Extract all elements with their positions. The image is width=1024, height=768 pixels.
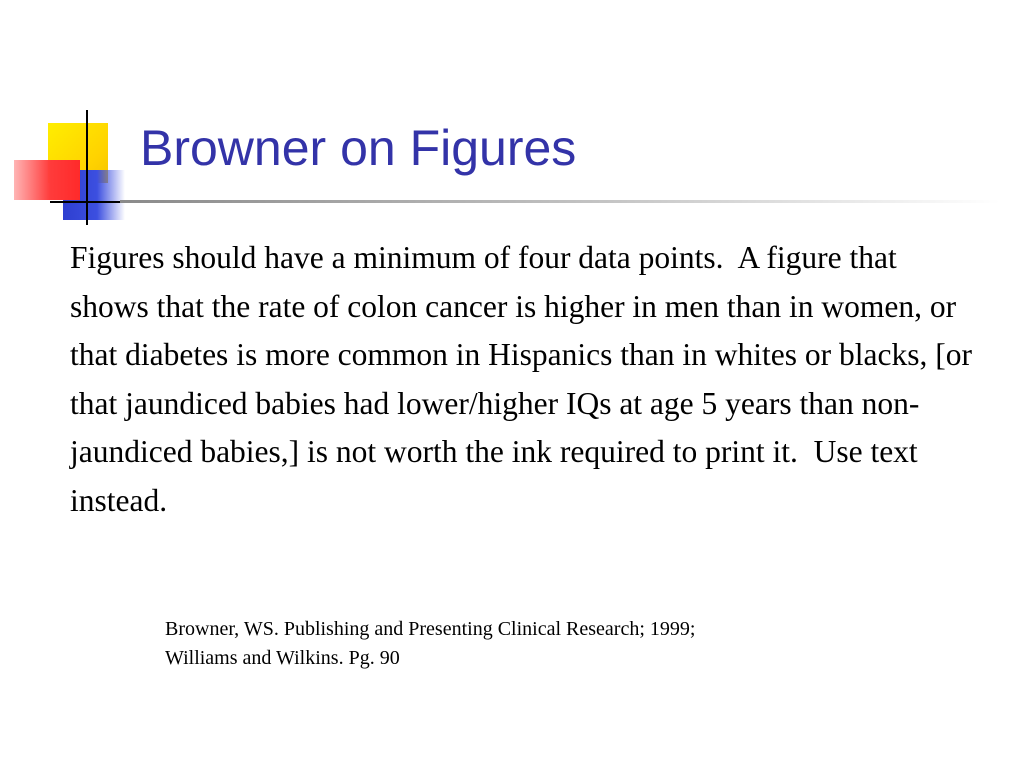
slide-title: Browner on Figures xyxy=(140,120,577,176)
red-square-graphic xyxy=(14,160,80,200)
horizontal-line-graphic xyxy=(50,201,130,203)
slide-body-text: Figures should have a minimum of four data points. A figure that shows that the rate of colon cancer is higher in men than in women, or that diabetes is more common in Hispanics than in whites or blacks, [or that jaundiced babies had lower/higher IQs at age 5 years than non-jaundiced babies,] is not worth the ink required to print it. Use text instead. xyxy=(70,240,980,518)
vertical-line-graphic xyxy=(86,110,88,225)
corner-logo-graphic xyxy=(0,0,160,240)
citation xyxy=(165,615,925,673)
citation-line-2: Williams and Wilkins. Pg. 90 xyxy=(165,647,400,669)
title-underline-divider xyxy=(120,200,1000,203)
citation-line-1: Browner, WS. Publishing and Presenting Clinical Research; 1999; xyxy=(165,618,696,640)
